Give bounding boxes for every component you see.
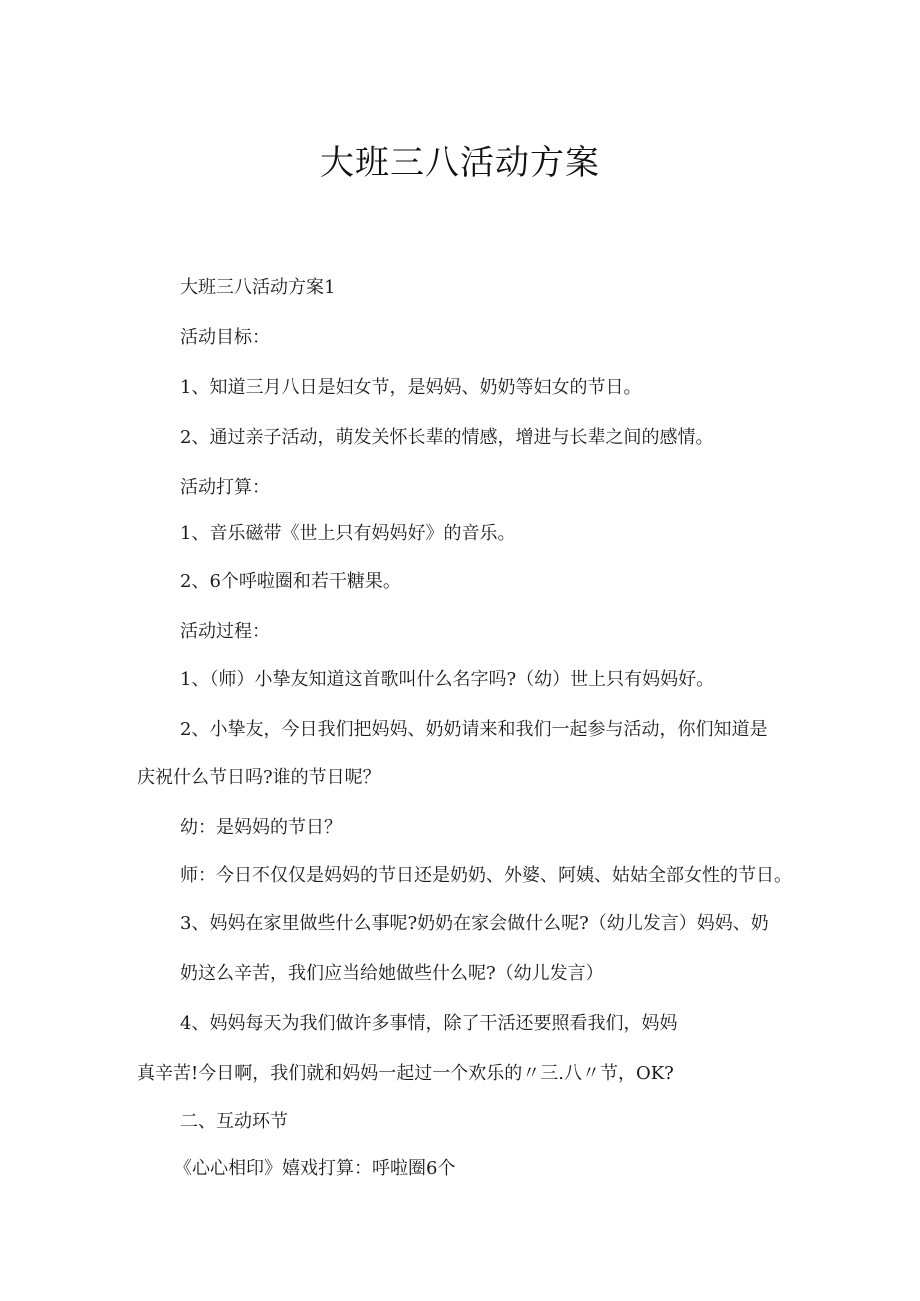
paragraph-line: 1、知道三月八日是妇女节，是妈妈、奶奶等妇女的节日。 — [180, 377, 642, 398]
section-heading: 大班三八活动方案1 — [180, 277, 336, 298]
paragraph-line: 活动打算： — [180, 477, 270, 498]
paragraph-line: 幼：是妈妈的节日？ — [180, 817, 342, 838]
paragraph-line: 真辛苦!今日啊，我们就和妈妈一起过一个欢乐的〃三.八〃节，OK? — [137, 1063, 674, 1084]
document-title: 大班三八活动方案 — [320, 143, 600, 183]
paragraph-line: 4、妈妈每天为我们做许多事情，除了干活还要照看我们，妈妈 — [180, 1013, 678, 1034]
section-heading: 二、互动环节 — [180, 1111, 288, 1132]
paragraph-line: 2、6个呼啦圈和若干糖果。 — [180, 571, 401, 592]
paragraph-line: 3、妈妈在家里做些什么事呢?奶奶在家会做什么呢?（幼儿发言）妈妈、奶 — [180, 913, 769, 934]
paragraph-line: 1、（师）小挚友知道这首歌叫什么名字吗?（幼）世上只有妈妈好。 — [180, 669, 715, 690]
paragraph-line: 活动目标： — [180, 327, 270, 348]
paragraph-line: 奶这么辛苦，我们应当给她做些什么呢?（幼儿发言） — [180, 963, 604, 984]
paragraph-line: 师：今日不仅仅是妈妈的节日还是奶奶、外婆、阿姨、姑姑全部女性的节日。 — [180, 865, 792, 886]
paragraph-line: 2、通过亲子活动，萌发关怀长辈的情感，增进与长辈之间的感情。 — [180, 427, 714, 448]
paragraph-line: 1、音乐磁带《世上只有妈妈好》的音乐。 — [180, 523, 516, 544]
paragraph-line: 庆祝什么节日吗?谁的节日呢？ — [137, 767, 381, 788]
paragraph-line: 《心心相印》嬉戏打算：呼啦圈6个 — [174, 1158, 456, 1179]
paragraph-line: 活动过程： — [180, 621, 270, 642]
paragraph-line: 2、小挚友，今日我们把妈妈、奶奶请来和我们一起参与活动，你们知道是 — [180, 719, 768, 740]
